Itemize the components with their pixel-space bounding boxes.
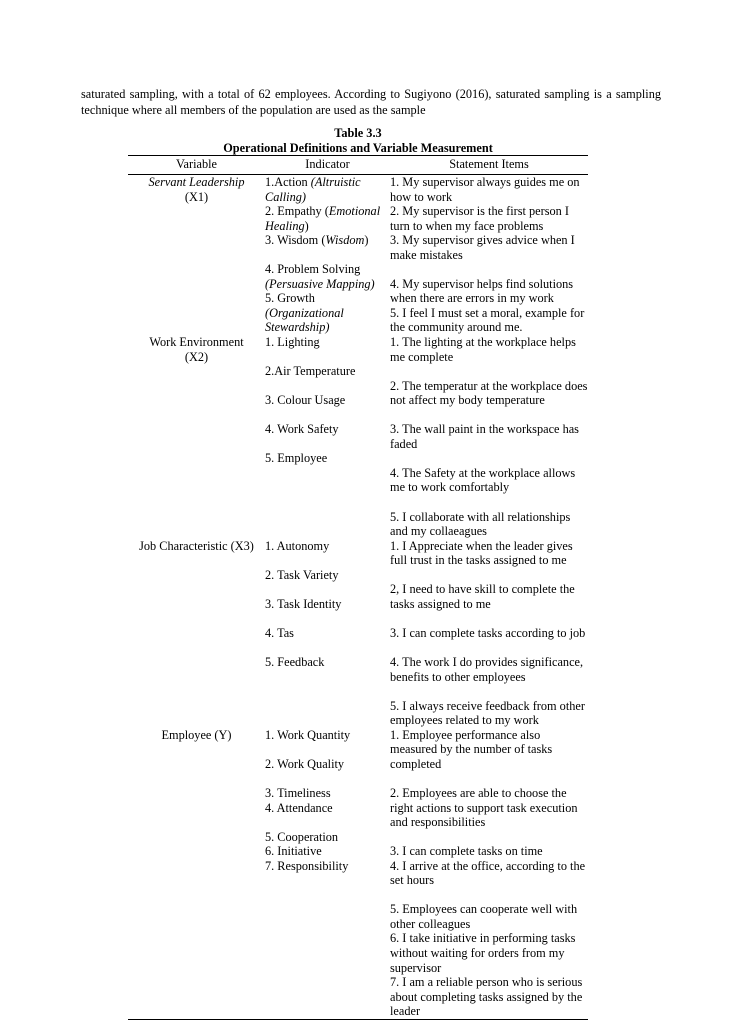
- statement-item: 4. My supervisor helps find solutions when there are errors in my work: [390, 276, 574, 306]
- intro-line-2: technique where all members of the population are used as the sample: [81, 103, 426, 118]
- indicator-item: 2. Task Variety: [265, 567, 339, 582]
- statement-item: 1. Employee performance also measured by the number of tasks completed: [390, 727, 553, 771]
- intro-line-1: saturated sampling, with a total of 62 employees. According to Sugiyono (2016), saturated sampling is a sampling: [81, 87, 661, 101]
- statement-cell: [390, 539, 588, 728]
- variable-code: (X2): [184, 349, 209, 364]
- statement-item: 3. I can complete tasks according to job: [390, 625, 586, 640]
- indicator-item: 5. Employee: [265, 451, 328, 466]
- indicator-term-italic: Emotional Healing: [265, 204, 381, 233]
- table-row: [128, 728, 588, 1019]
- table-row: [128, 335, 588, 539]
- indicator-item: 1.Action (Altruistic Calling): [265, 175, 361, 204]
- variable-cell: [128, 539, 265, 728]
- statement-item: 3. My supervisor gives advice when I make mistakes: [390, 233, 575, 262]
- indicator-cell: [265, 175, 390, 336]
- statement-item: 3. I can complete tasks on time: [390, 844, 543, 859]
- indicator-item: 5. Feedback: [265, 655, 325, 670]
- indicator-item: 4. Attendance: [265, 800, 333, 815]
- indicator-item: 6. Initiative: [265, 844, 322, 859]
- variable-name: Employee (Y): [161, 727, 232, 742]
- indicator-item: 4. Problem Solving (Persuasive Mapping): [265, 262, 375, 291]
- indicator-item: 5. Growth (Organizational Stewardship): [265, 291, 344, 335]
- intro-paragraph: [81, 86, 661, 119]
- statement-item: 2. Employees are able to choose the right actions to support task execution and responsibilities: [390, 785, 578, 830]
- statement-cell: [390, 175, 588, 336]
- indicator-term-italic: Wisdom: [325, 233, 365, 248]
- indicator-item: 7. Responsibility: [265, 858, 349, 873]
- indicator-cell: [265, 335, 390, 539]
- indicator-term-italic: (Organizational Stewardship): [265, 305, 344, 335]
- statement-item: 6. I take initiative in performing tasks without waiting for orders from my supervisor: [390, 931, 576, 975]
- variable-name: Servant Leadership: [148, 175, 245, 189]
- variable-name: Work Environment: [149, 335, 244, 350]
- variable-cell: [128, 728, 265, 1019]
- table-row: [128, 175, 588, 336]
- indicator-item: 2.Air Temperature: [265, 364, 356, 379]
- table-row: [128, 539, 588, 728]
- column-header-variable: Variable: [128, 156, 265, 175]
- indicator-item: 1. Autonomy: [265, 538, 330, 553]
- table-body: [128, 175, 588, 1020]
- statement-item: 7. I am a reliable person who is serious about completing tasks assigned by the leader: [390, 975, 583, 1019]
- column-header-indicator: Indicator: [265, 156, 390, 175]
- indicator-item: 1. Lighting: [265, 335, 320, 350]
- indicator-cell: [265, 728, 390, 1019]
- column-header-statement: Statement Items: [390, 156, 588, 175]
- table-header: [128, 156, 588, 175]
- statement-item: 3. The wall paint in the workspace has faded: [390, 422, 579, 451]
- indicator-cell: [265, 539, 390, 728]
- variable-cell: [128, 335, 265, 539]
- statement-item: 2. My supervisor is the first person I turn to when my face problems: [390, 204, 569, 233]
- operational-definitions-table: [128, 155, 588, 1020]
- statement-item: 5. I feel I must set a moral, example for the community around me.: [390, 305, 585, 335]
- indicator-item: 3. Task Identity: [265, 596, 342, 611]
- variable-cell: [128, 175, 265, 336]
- variable-name: Job Characteristic (X3): [139, 538, 254, 553]
- table-header-row: [128, 156, 588, 175]
- indicator-item: 1. Work Quantity: [265, 727, 351, 742]
- variable-code: (X1): [184, 189, 209, 204]
- indicator-item: 3. Timeliness: [265, 785, 331, 800]
- statement-item: 5. Employees can cooperate well with other colleagues: [390, 902, 578, 931]
- indicator-term-italic: (Persuasive Mapping): [265, 276, 375, 291]
- statement-item: 1. I Appreciate when the leader gives full trust in the tasks assigned to me: [390, 538, 573, 568]
- indicator-item: 3. Wisdom (Wisdom): [265, 233, 369, 248]
- statement-cell: [390, 335, 588, 539]
- statement-item: 4. The work I do provides significance, benefits to other employees: [390, 655, 584, 684]
- statement-item: 1. My supervisor always guides me on how to work: [390, 175, 580, 204]
- indicator-item: 4. Tas: [265, 625, 294, 640]
- table-caption: [128, 126, 588, 156]
- indicator-item: 2. Empathy (Emotional Healing): [265, 204, 381, 233]
- indicator-item: 3. Colour Usage: [265, 393, 346, 408]
- statement-item: 2. The temperatur at the workplace does not affect my body temperature: [390, 378, 588, 408]
- statement-item: 2, I need to have skill to complete the tasks assigned to me: [390, 582, 575, 611]
- table-number: Table 3.3: [334, 126, 382, 140]
- indicator-term-italic: (Altruistic Calling): [265, 175, 361, 204]
- statement-item: 4. I arrive at the office, according to the set hours: [390, 858, 586, 888]
- statement-item: 5. I collaborate with all relationships and my collaeagues: [390, 509, 571, 539]
- indicator-item: 2. Work Quality: [265, 756, 345, 771]
- statement-cell: [390, 728, 588, 1019]
- indicator-item: 5. Cooperation: [265, 829, 339, 844]
- table-title-text: Operational Definitions and Variable Measurement: [223, 140, 493, 155]
- statement-item: 4. The Safety at the workplace allows me to work comfortably: [390, 465, 576, 495]
- statement-item: 1. The lighting at the workplace helps me complete: [390, 335, 576, 364]
- statement-item: 5. I always receive feedback from other employees related to my work: [390, 698, 585, 728]
- indicator-item: 4. Work Safety: [265, 422, 339, 437]
